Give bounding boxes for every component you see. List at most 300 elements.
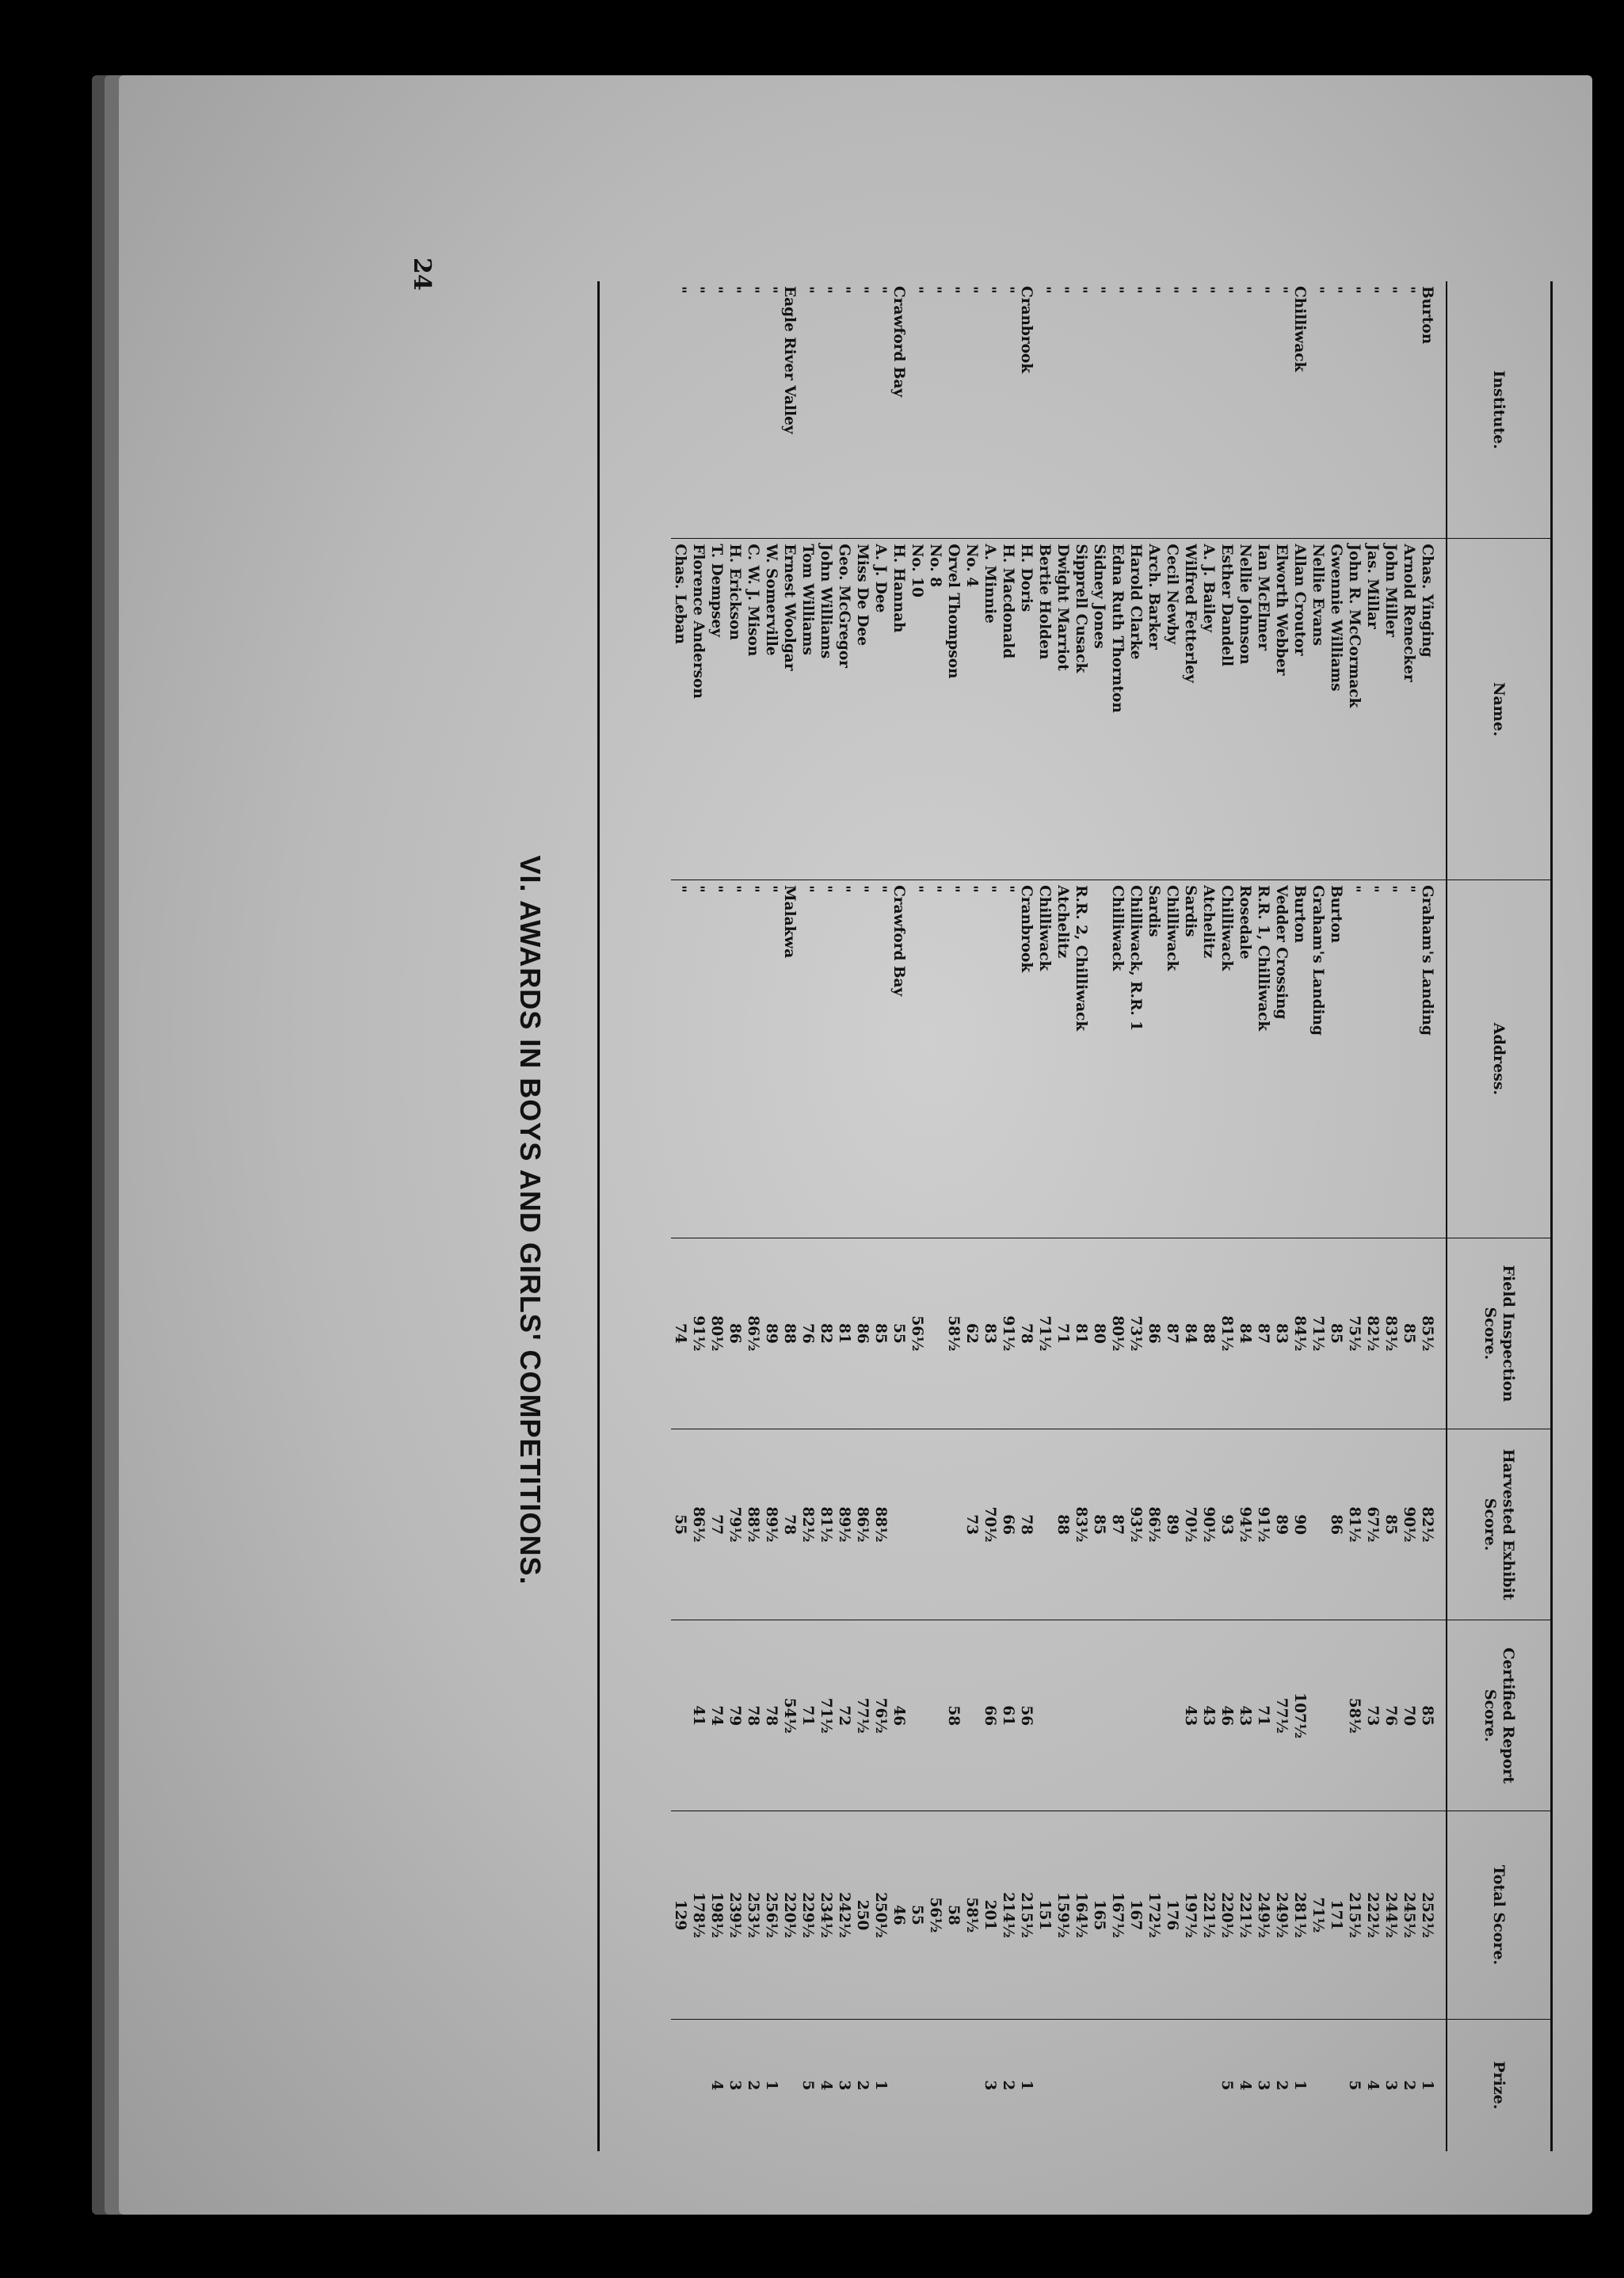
cell-exhibit: 93½	[1127, 1429, 1145, 1620]
cell-prize: 4	[707, 2019, 726, 2151]
cell-address: Chilliwack	[1218, 880, 1236, 1238]
cell-prize	[1127, 2019, 1145, 2151]
cell-prize: 1	[871, 2019, 890, 2151]
page-title: VI. AWARDS IN BOYS AND GIRLS' COMPETITIONS.	[514, 855, 547, 1585]
cell-report: 85	[1418, 1620, 1447, 1811]
cell-institute: "	[982, 286, 998, 294]
cell-exhibit: 90	[1290, 1429, 1309, 1620]
table-row	[1127, 281, 1145, 2151]
cell-total: 165	[1090, 1811, 1108, 2019]
cell-field: 81	[1072, 1238, 1090, 1429]
table-row	[1418, 281, 1447, 2151]
cell-report: 61	[999, 1620, 1017, 1811]
cell-exhibit: 78	[1017, 1429, 1035, 1620]
cell-address: "	[707, 880, 726, 1238]
cell-total: 201	[981, 1811, 999, 2019]
cell-report	[1090, 1620, 1108, 1811]
cell-report: 79	[726, 1620, 744, 1811]
cell-name: Nellie Evans	[1309, 539, 1327, 880]
cell-address: Burton	[1327, 880, 1345, 1238]
cell-total: 214½	[999, 1811, 1017, 2019]
cell-prize: 5	[1345, 2019, 1363, 2151]
cell-prize: 4	[1363, 2019, 1382, 2151]
cell-exhibit: 89	[1163, 1429, 1181, 1620]
table-row	[908, 281, 926, 2151]
cell-total: 167½	[1108, 1811, 1127, 2019]
cell-institute: "	[672, 286, 688, 294]
cell-institute: "	[726, 286, 743, 294]
cell-institute: Eagle River Valley	[781, 286, 798, 434]
cell-report: 76	[1382, 1620, 1400, 1811]
cell-address: "	[963, 880, 981, 1238]
cell-exhibit: 81½	[817, 1429, 835, 1620]
cell-exhibit: 88½	[744, 1429, 762, 1620]
cell-total: 281½	[1290, 1811, 1309, 2019]
column-header: Name.	[1447, 539, 1550, 880]
table-row	[1254, 281, 1272, 2151]
cell-name: A. J. Bailey	[1199, 539, 1218, 880]
column-header: Total Score.	[1447, 1811, 1550, 2019]
cell-address: "	[908, 880, 926, 1238]
cell-field: 71½	[1309, 1238, 1327, 1429]
cell-report	[1054, 1620, 1072, 1811]
cell-report	[1327, 1620, 1345, 1811]
cell-field: 89	[762, 1238, 780, 1429]
cell-exhibit: 82½	[799, 1429, 817, 1620]
table-row	[1035, 281, 1054, 2151]
cell-field: 88	[780, 1238, 799, 1429]
cell-name: Ernest Woolgar	[780, 539, 799, 880]
cell-address: Chilliwack	[1035, 880, 1054, 1238]
table-row	[1072, 281, 1090, 2151]
cell-prize: 4	[1236, 2019, 1254, 2151]
cell-total: 250	[853, 1811, 871, 2019]
cell-address: Sardis	[1181, 880, 1199, 1238]
cell-total: 58½	[963, 1811, 981, 2019]
cell-exhibit	[944, 1429, 963, 1620]
table-row	[963, 281, 981, 2151]
table-row	[1309, 281, 1327, 2151]
cell-report: 58	[944, 1620, 963, 1811]
table-row	[707, 281, 726, 2151]
column-header: Certified Report Score.	[1447, 1620, 1550, 1811]
cell-address: "	[1382, 880, 1400, 1238]
cell-address: Chilliwack	[1163, 880, 1181, 1238]
cell-field: 83	[981, 1238, 999, 1429]
table-row	[890, 281, 908, 2151]
cell-institute: "	[745, 286, 761, 294]
cell-field: 81	[835, 1238, 853, 1429]
table-row	[1108, 281, 1127, 2151]
cell-exhibit: 90½	[1199, 1429, 1218, 1620]
cell-address: "	[999, 880, 1017, 1238]
cell-address: "	[853, 880, 871, 1238]
cell-prize	[1327, 2019, 1345, 2151]
cell-total: 167	[1127, 1811, 1145, 2019]
cell-total: 239½	[726, 1811, 744, 2019]
cell-report: 76½	[871, 1620, 890, 1811]
cell-prize: 3	[1382, 2019, 1400, 2151]
cell-address: "	[762, 880, 780, 1238]
cell-prize	[908, 2019, 926, 2151]
cell-exhibit: 67½	[1363, 1429, 1382, 1620]
cell-prize: 2	[999, 2019, 1017, 2151]
cell-institute: Burton	[1419, 286, 1435, 345]
table-row	[981, 281, 999, 2151]
cell-report	[1309, 1620, 1327, 1811]
cell-name: Florence Anderson	[689, 539, 707, 880]
table-row	[780, 281, 799, 2151]
cell-field: 87	[1254, 1238, 1272, 1429]
cell-field: 86	[726, 1238, 744, 1429]
cell-prize	[671, 2019, 689, 2151]
cell-report	[1163, 1620, 1181, 1811]
cell-prize: 1	[1290, 2019, 1309, 2151]
cell-report: 43	[1181, 1620, 1199, 1811]
cell-prize: 5	[1218, 2019, 1236, 2151]
cell-field: 74	[671, 1238, 689, 1429]
cell-total: 159½	[1054, 1811, 1072, 2019]
cell-institute: "	[818, 286, 834, 294]
cell-field: 85	[1400, 1238, 1418, 1429]
cell-address: "	[1363, 880, 1382, 1238]
cell-institute: "	[872, 286, 889, 294]
cell-exhibit: 70½	[1181, 1429, 1199, 1620]
cell-address: Atchelitz	[1054, 880, 1072, 1238]
cell-field: 71	[1054, 1238, 1072, 1429]
column-header: Address.	[1447, 880, 1550, 1238]
cell-name: Cecil Newby	[1163, 539, 1181, 880]
cell-name: John Williams	[817, 539, 835, 880]
cell-name: Chas. Leban	[671, 539, 689, 880]
cell-field: 83	[1272, 1238, 1290, 1429]
cell-total: 253½	[744, 1811, 762, 2019]
cell-institute: "	[1109, 286, 1126, 294]
column-header: Harvested Exhibit Score.	[1447, 1429, 1550, 1620]
cell-institute: "	[690, 286, 707, 294]
cell-name: H. Doris	[1017, 539, 1035, 880]
cell-total: 242½	[835, 1811, 853, 2019]
cell-name: Elworth Webber	[1272, 539, 1290, 880]
cell-institute: "	[1382, 286, 1399, 294]
cell-institute: "	[1091, 286, 1107, 294]
cell-field: 75½	[1345, 1238, 1363, 1429]
cell-field: 84½	[1290, 1238, 1309, 1429]
cell-institute: "	[1309, 286, 1326, 294]
table-row	[1054, 281, 1072, 2151]
table-row	[726, 281, 744, 2151]
cell-total: 198½	[707, 1811, 726, 2019]
cell-institute: "	[1273, 286, 1290, 294]
table-body	[671, 281, 1447, 2151]
cell-prize	[926, 2019, 944, 2151]
cell-institute: "	[1255, 286, 1271, 294]
cell-total: 129	[671, 1811, 689, 2019]
cell-exhibit: 89½	[835, 1429, 853, 1620]
cell-exhibit: 78	[780, 1429, 799, 1620]
table-row	[835, 281, 853, 2151]
cell-total: 221½	[1199, 1811, 1218, 2019]
cell-field: 71½	[1035, 1238, 1054, 1429]
cell-exhibit: 73	[963, 1429, 981, 1620]
cell-exhibit: 70½	[981, 1429, 999, 1620]
cell-prize: 4	[817, 2019, 835, 2151]
table-row	[1327, 281, 1345, 2151]
cell-prize: 2	[1400, 2019, 1418, 2151]
table-row	[744, 281, 762, 2151]
cell-field: 62	[963, 1238, 981, 1429]
cell-institute: "	[1237, 286, 1253, 294]
cell-exhibit: 86½	[853, 1429, 871, 1620]
cell-exhibit: 81½	[1345, 1429, 1363, 1620]
cell-institute: "	[1036, 286, 1053, 294]
cell-prize: 2	[853, 2019, 871, 2151]
table-row	[1090, 281, 1108, 2151]
cell-exhibit: 83½	[1072, 1429, 1090, 1620]
cell-total: 222½	[1363, 1811, 1382, 2019]
cell-field: 86½	[744, 1238, 762, 1429]
cell-report	[963, 1620, 981, 1811]
cell-field: 55	[890, 1238, 908, 1429]
cell-exhibit	[926, 1429, 944, 1620]
cell-exhibit: 86½	[689, 1429, 707, 1620]
cell-field: 85½	[1418, 1238, 1447, 1429]
cell-address: Graham's Landing	[1309, 880, 1327, 1238]
cell-report: 41	[689, 1620, 707, 1811]
table-row	[1363, 281, 1382, 2151]
cell-prize	[1199, 2019, 1218, 2151]
cell-report: 54½	[780, 1620, 799, 1811]
cell-name: Jas. Millar	[1363, 539, 1382, 880]
cell-total: 244½	[1382, 1811, 1400, 2019]
cell-name: Dwight Marriot	[1054, 539, 1072, 880]
cell-prize	[963, 2019, 981, 2151]
cell-report: 78	[744, 1620, 762, 1811]
cell-name: Miss De Dee	[853, 539, 871, 880]
cell-field: 91½	[999, 1238, 1017, 1429]
cell-institute: Crawford Bay	[890, 286, 907, 398]
cell-name: Arch. Barker	[1145, 539, 1163, 880]
cell-field: 87	[1163, 1238, 1181, 1429]
table-row	[1145, 281, 1163, 2151]
cell-exhibit: 90½	[1400, 1429, 1418, 1620]
cell-prize: 5	[799, 2019, 817, 2151]
cell-exhibit	[1309, 1429, 1327, 1620]
table-row	[1382, 281, 1400, 2151]
cell-report	[908, 1620, 926, 1811]
cell-institute: "	[945, 286, 962, 294]
cell-address: Malakwa	[780, 880, 799, 1238]
cell-name: No. 8	[926, 539, 944, 880]
table-row	[1400, 281, 1418, 2151]
cell-prize: 2	[744, 2019, 762, 2151]
cell-report: 70	[1400, 1620, 1418, 1811]
page-number: 24	[408, 258, 436, 291]
cell-name: Wilfred Fetterley	[1181, 539, 1199, 880]
cell-name: Allan Croutor	[1290, 539, 1309, 880]
cell-exhibit: 85	[1382, 1429, 1400, 1620]
cell-report: 71½	[817, 1620, 835, 1811]
cell-name: Sipprell Cusack	[1072, 539, 1090, 880]
cell-total: 249½	[1254, 1811, 1272, 2019]
cell-name: W. Somerville	[762, 539, 780, 880]
cell-address	[1090, 880, 1108, 1238]
cell-address: Vedder Crossing	[1272, 880, 1290, 1238]
cell-address: Burton	[1290, 880, 1309, 1238]
cell-address: "	[799, 880, 817, 1238]
cell-name: Gwennie Williams	[1327, 539, 1345, 880]
cell-address: "	[817, 880, 835, 1238]
cell-field: 88	[1199, 1238, 1218, 1429]
cell-institute: "	[963, 286, 980, 294]
cell-exhibit: 88½	[871, 1429, 890, 1620]
cell-institute: "	[1073, 286, 1089, 294]
cell-field: 86	[853, 1238, 871, 1429]
cell-total: 234½	[817, 1811, 835, 2019]
cell-field: 84	[1236, 1238, 1254, 1429]
cell-report: 77½	[1272, 1620, 1290, 1811]
cell-total: 56½	[926, 1811, 944, 2019]
cell-address: Cranbrook	[1017, 880, 1035, 1238]
cell-report: 43	[1236, 1620, 1254, 1811]
table-row	[1163, 281, 1181, 2151]
cell-name: No. 4	[963, 539, 981, 880]
cell-field: 80½	[707, 1238, 726, 1429]
cell-address: "	[926, 880, 944, 1238]
cell-prize	[689, 2019, 707, 2151]
cell-name: Bertie Holden	[1035, 539, 1054, 880]
cell-exhibit: 85	[1090, 1429, 1108, 1620]
cell-total: 178½	[689, 1811, 707, 2019]
cell-field: 80½	[1108, 1238, 1127, 1429]
cell-exhibit: 89	[1272, 1429, 1290, 1620]
cell-report	[1035, 1620, 1054, 1811]
cell-report: 46	[890, 1620, 908, 1811]
cell-prize	[1181, 2019, 1199, 2151]
cell-institute: "	[799, 286, 816, 294]
cell-total: 171	[1327, 1811, 1345, 2019]
cell-institute: "	[927, 286, 944, 294]
cell-exhibit	[890, 1429, 908, 1620]
cell-institute: "	[1401, 286, 1417, 294]
cell-exhibit: 86	[1327, 1429, 1345, 1620]
cell-field: 80	[1090, 1238, 1108, 1429]
table-row	[1181, 281, 1199, 2151]
rotated-page-content	[396, 242, 1592, 2199]
cell-address: Chilliwack, R.R. 1	[1127, 880, 1145, 1238]
cell-name: A. J. Dee	[871, 539, 890, 880]
cell-total: 58	[944, 1811, 963, 2019]
cell-total: 220½	[780, 1811, 799, 2019]
cell-institute: "	[1000, 286, 1016, 294]
cell-prize: 2	[1272, 2019, 1290, 2151]
cell-report	[1127, 1620, 1145, 1811]
cell-report	[926, 1620, 944, 1811]
cell-prize	[1090, 2019, 1108, 2151]
cell-address: "	[1400, 880, 1418, 1238]
cell-report: 107½	[1290, 1620, 1309, 1811]
cell-name: C. W. J. Mison	[744, 539, 762, 880]
cell-prize	[1309, 2019, 1327, 2151]
table-row	[799, 281, 817, 2151]
cell-exhibit: 55	[671, 1429, 689, 1620]
cell-name: Esther Dandell	[1218, 539, 1236, 880]
cell-field: 58½	[944, 1238, 963, 1429]
cell-exhibit: 77	[707, 1429, 726, 1620]
cell-report	[1145, 1620, 1163, 1811]
table-row	[999, 281, 1017, 2151]
table-row	[1272, 281, 1290, 2151]
cell-total: 229½	[799, 1811, 817, 2019]
cell-name: John R. McCormack	[1345, 539, 1363, 880]
scanned-page	[119, 75, 1592, 2215]
cell-institute: "	[1182, 286, 1199, 294]
cell-address: "	[671, 880, 689, 1238]
cell-field: 73½	[1127, 1238, 1145, 1429]
cell-name: Nellie Johnson	[1236, 539, 1254, 880]
cell-institute: "	[1218, 286, 1235, 294]
cell-institute: "	[1164, 286, 1180, 294]
cell-total: 46	[890, 1811, 908, 2019]
cell-address: R.R. 2, Chilliwack	[1072, 880, 1090, 1238]
cell-address: "	[981, 880, 999, 1238]
cell-total: 176	[1163, 1811, 1181, 2019]
cell-institute: "	[909, 286, 925, 294]
cell-report	[671, 1620, 689, 1811]
cell-institute: "	[1346, 286, 1363, 294]
table-row	[1017, 281, 1035, 2151]
table-row	[871, 281, 890, 2151]
cell-address: Crawford Bay	[890, 880, 908, 1238]
cell-prize: 1	[1017, 2019, 1035, 2151]
cell-name: Tom Williams	[799, 539, 817, 880]
cell-institute: "	[1200, 286, 1217, 294]
cell-field: 82	[817, 1238, 835, 1429]
cell-exhibit: 91½	[1254, 1429, 1272, 1620]
cell-prize	[1072, 2019, 1090, 2151]
column-header: Institute.	[1447, 281, 1550, 539]
cell-institute: "	[763, 286, 780, 294]
cell-name: H. Macdonald	[999, 539, 1017, 880]
cell-report: 74	[707, 1620, 726, 1811]
cell-name: H. Erickson	[726, 539, 744, 880]
cell-address: Chilliwack	[1108, 880, 1127, 1238]
cell-total: 256½	[762, 1811, 780, 2019]
cell-prize: 3	[1254, 2019, 1272, 2151]
table-row	[1218, 281, 1236, 2151]
cell-exhibit: 87	[1108, 1429, 1127, 1620]
table-row	[1199, 281, 1218, 2151]
cell-prize: 1	[762, 2019, 780, 2151]
cell-exhibit: 93	[1218, 1429, 1236, 1620]
cell-name: Harold Clarke	[1127, 539, 1145, 880]
cell-total: 245½	[1400, 1811, 1418, 2019]
table-row	[853, 281, 871, 2151]
table-row	[1290, 281, 1309, 2151]
cell-field: 81½	[1218, 1238, 1236, 1429]
cell-total: 221½	[1236, 1811, 1254, 2019]
column-header: Field Inspection Score.	[1447, 1238, 1550, 1429]
table-row	[689, 281, 707, 2151]
cell-address: Rosedale	[1236, 880, 1254, 1238]
cell-address: "	[689, 880, 707, 1238]
cell-exhibit: 88	[1054, 1429, 1072, 1620]
cell-address: R.R. 1, Chilliwack	[1254, 880, 1272, 1238]
table-row	[671, 281, 689, 2151]
cell-field: 85	[871, 1238, 890, 1429]
cell-report: 73	[1363, 1620, 1382, 1811]
cell-field: 56½	[908, 1238, 926, 1429]
